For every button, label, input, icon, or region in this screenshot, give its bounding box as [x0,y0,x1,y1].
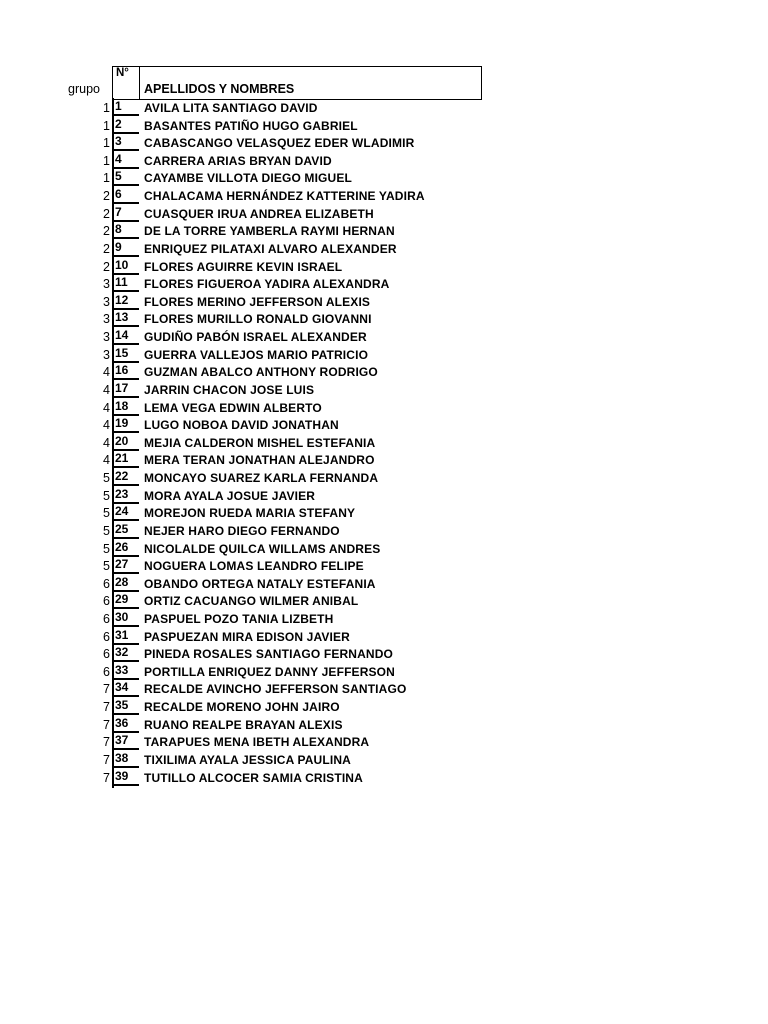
grupo-cell: 1 [103,153,110,168]
table-row [0,769,768,787]
student-name-cell: TARAPUES MENA IBETH ALEXANDRA [144,735,370,750]
grupo-cell: 2 [103,241,110,256]
number-cell: 16 [115,363,129,378]
grupo-cell: 3 [103,330,110,345]
grupo-cell: 6 [103,647,110,662]
student-name-cell: MORA AYALA JOSUE JAVIER [144,488,316,503]
table-row [0,663,768,681]
table-row [0,275,768,293]
student-name-cell: CAYAMBE VILLOTA DIEGO MIGUEL [144,171,352,186]
grupo-cell: 4 [103,453,110,468]
student-name-cell: MERA TERAN JONATHAN ALEJANDRO [144,453,375,468]
number-cell: 21 [115,451,129,466]
table-row [0,117,768,135]
student-name-cell: OBANDO ORTEGA NATALY ESTEFANIA [144,576,376,591]
number-cell: 38 [115,750,129,765]
column-header-names: APELLIDOS Y NOMBRES [144,82,295,96]
grupo-cell: 5 [103,559,110,574]
student-name-cell: FLORES AGUIRRE KEVIN ISRAEL [144,259,343,274]
student-name-cell: LEMA VEGA EDWIN ALBERTO [144,400,322,415]
student-name-cell: CABASCANGO VELASQUEZ EDER WLADIMIR [144,136,415,151]
grupo-cell: 3 [103,277,110,292]
grupo-cell: 5 [103,471,110,486]
number-cell: 5 [115,169,122,184]
student-name-cell: RUANO REALPE BRAYAN ALEXIS [144,717,343,732]
grupo-cell: 7 [103,752,110,767]
number-cell: 13 [115,310,129,325]
table-row [0,680,768,698]
table-row [0,575,768,593]
number-cell: 1 [115,99,122,113]
table-row [0,487,768,505]
student-name-cell: NEJER HARO DIEGO FERNANDO [144,523,340,538]
number-cell: 2 [115,116,122,131]
student-name-cell: JARRIN CHACON JOSE LUIS [144,382,315,397]
number-cell: 39 [115,768,129,783]
grupo-cell: 4 [103,435,110,450]
student-name-cell: BASANTES PATIÑO HUGO GABRIEL [144,118,358,133]
table-row [0,310,768,328]
table-row [0,416,768,434]
table-row [0,169,768,187]
grupo-cell: 6 [103,611,110,626]
student-name-cell: PINEDA ROSALES SANTIAGO FERNANDO [144,647,394,662]
number-cell: 28 [115,574,129,589]
grupo-cell: 6 [103,576,110,591]
table-row [0,698,768,716]
grupo-cell: 7 [103,735,110,750]
table-row [0,187,768,205]
cell-underline [113,784,139,786]
grupo-cell: 7 [103,682,110,697]
number-cell: 23 [115,486,129,501]
student-name-cell: AVILA LITA SANTIAGO DAVID [144,101,318,115]
number-cell: 19 [115,416,129,431]
number-cell: 12 [115,292,129,307]
student-name-cell: CUASQUER IRUA ANDREA ELIZABETH [144,206,374,221]
table-row [0,399,768,417]
student-name-cell: FLORES MURILLO RONALD GIOVANNI [144,312,372,327]
grupo-cell: 7 [103,717,110,732]
student-name-cell: CARRERA ARIAS BRYAN DAVID [144,153,332,168]
grupo-cell: 5 [103,488,110,503]
grupo-cell: 7 [103,770,110,785]
table-row [0,328,768,346]
student-name-cell: MEJIA CALDERON MISHEL ESTEFANIA [144,435,376,450]
column-header-grupo: grupo [68,82,100,96]
table-row [0,522,768,540]
student-name-cell: MOREJON RUEDA MARIA STEFANY [144,506,356,521]
column-header-number: N° [116,67,129,79]
table-row [0,504,768,522]
student-name-cell: NICOLALDE QUILCA WILLAMS ANDRES [144,541,381,556]
number-cell: 27 [115,557,129,572]
grupo-cell: 4 [103,418,110,433]
grupo-cell: 4 [103,365,110,380]
grupo-cell: 4 [103,400,110,415]
grupo-cell: 1 [103,118,110,133]
student-name-cell: GUDIÑO PABÓN ISRAEL ALEXANDER [144,330,367,345]
number-cell: 20 [115,433,129,448]
number-cell: 29 [115,592,129,607]
table-row [0,628,768,646]
grupo-cell: 5 [103,541,110,556]
number-cell: 35 [115,698,129,713]
table-row [0,469,768,487]
student-name-cell: LUGO NOBOA DAVID JONATHAN [144,418,339,433]
number-cell: 30 [115,609,129,624]
grupo-cell: 2 [103,206,110,221]
grupo-cell: 1 [103,101,110,115]
grupo-cell: 2 [103,259,110,274]
grupo-cell: 2 [103,224,110,239]
table-row [0,451,768,469]
student-name-cell: RECALDE AVINCHO JEFFERSON SANTIAGO [144,682,407,697]
number-cell: 34 [115,680,129,695]
table-row [0,222,768,240]
number-cell: 33 [115,662,129,677]
number-cell: 31 [115,627,129,642]
number-cell: 6 [115,187,122,202]
table-row [0,751,768,769]
table-row [0,152,768,170]
number-cell: 32 [115,645,129,660]
number-cell: 14 [115,328,129,343]
table-row [0,240,768,258]
grupo-cell: 6 [103,664,110,679]
table-row [0,733,768,751]
number-cell: 22 [115,469,129,484]
student-name-cell: ORTIZ CACUANGO WILMER ANIBAL [144,594,359,609]
table-row [0,592,768,610]
student-name-cell: PORTILLA ENRIQUEZ DANNY JEFFERSON [144,664,395,679]
table-row [0,346,768,364]
table-row [0,557,768,575]
number-cell: 3 [115,134,122,149]
student-name-cell: PASPUEL POZO TANIA LIZBETH [144,611,334,626]
grupo-cell: 4 [103,382,110,397]
table-row [0,134,768,152]
table-row [0,610,768,628]
grupo-cell: 3 [103,347,110,362]
table-row [0,363,768,381]
number-cell: 7 [115,204,122,219]
grupo-cell: 3 [103,294,110,309]
student-name-cell: FLORES FIGUEROA YADIRA ALEXANDRA [144,277,390,292]
student-name-cell: NOGUERA LOMAS LEANDRO FELIPE [144,559,364,574]
student-name-cell: CHALACAMA HERNÁNDEZ KATTERINE YADIRA [144,189,425,204]
student-name-cell: FLORES MERINO JEFFERSON ALEXIS [144,294,371,309]
table-row [0,99,768,117]
student-name-cell: GUZMAN ABALCO ANTHONY RODRIGO [144,365,378,380]
header-divider [139,66,140,100]
grupo-cell: 7 [103,700,110,715]
number-cell: 36 [115,715,129,730]
table-row [0,645,768,663]
number-cell: 17 [115,380,129,395]
student-name-cell: RECALDE MORENO JOHN JAIRO [144,700,340,715]
number-cell: 25 [115,521,129,536]
table-row [0,434,768,452]
student-name-cell: GUERRA VALLEJOS MARIO PATRICIO [144,347,369,362]
grupo-cell: 5 [103,506,110,521]
student-name-cell: DE LA TORRE YAMBERLA RAYMI HERNAN [144,224,395,239]
table-row [0,293,768,311]
grupo-cell: 6 [103,629,110,644]
student-name-cell: TUTILLO ALCOCER SAMIA CRISTINA [144,770,363,785]
number-cell: 18 [115,398,129,413]
student-name-cell: ENRIQUEZ PILATAXI ALVARO ALEXANDER [144,241,397,256]
number-cell: 37 [115,733,129,748]
number-cell: 11 [115,275,128,290]
table-row [0,258,768,276]
grupo-cell: 3 [103,312,110,327]
number-cell: 26 [115,539,129,554]
grupo-cell: 1 [103,136,110,151]
student-name-cell: PASPUEZAN MIRA EDISON JAVIER [144,629,351,644]
number-cell: 10 [115,257,129,272]
grupo-cell: 1 [103,171,110,186]
table-row [0,716,768,734]
number-cell: 24 [115,504,129,519]
number-cell: 4 [115,151,122,166]
number-cell: 8 [115,222,122,237]
grupo-cell: 6 [103,594,110,609]
table-row [0,205,768,223]
table-row [0,381,768,399]
grupo-cell: 5 [103,523,110,538]
student-name-cell: TIXILIMA AYALA JESSICA PAULINA [144,752,351,767]
table-row [0,540,768,558]
grupo-cell: 2 [103,189,110,204]
number-cell: 15 [115,345,129,360]
student-name-cell: MONCAYO SUAREZ KARLA FERNANDA [144,471,379,486]
number-cell: 9 [115,239,122,254]
